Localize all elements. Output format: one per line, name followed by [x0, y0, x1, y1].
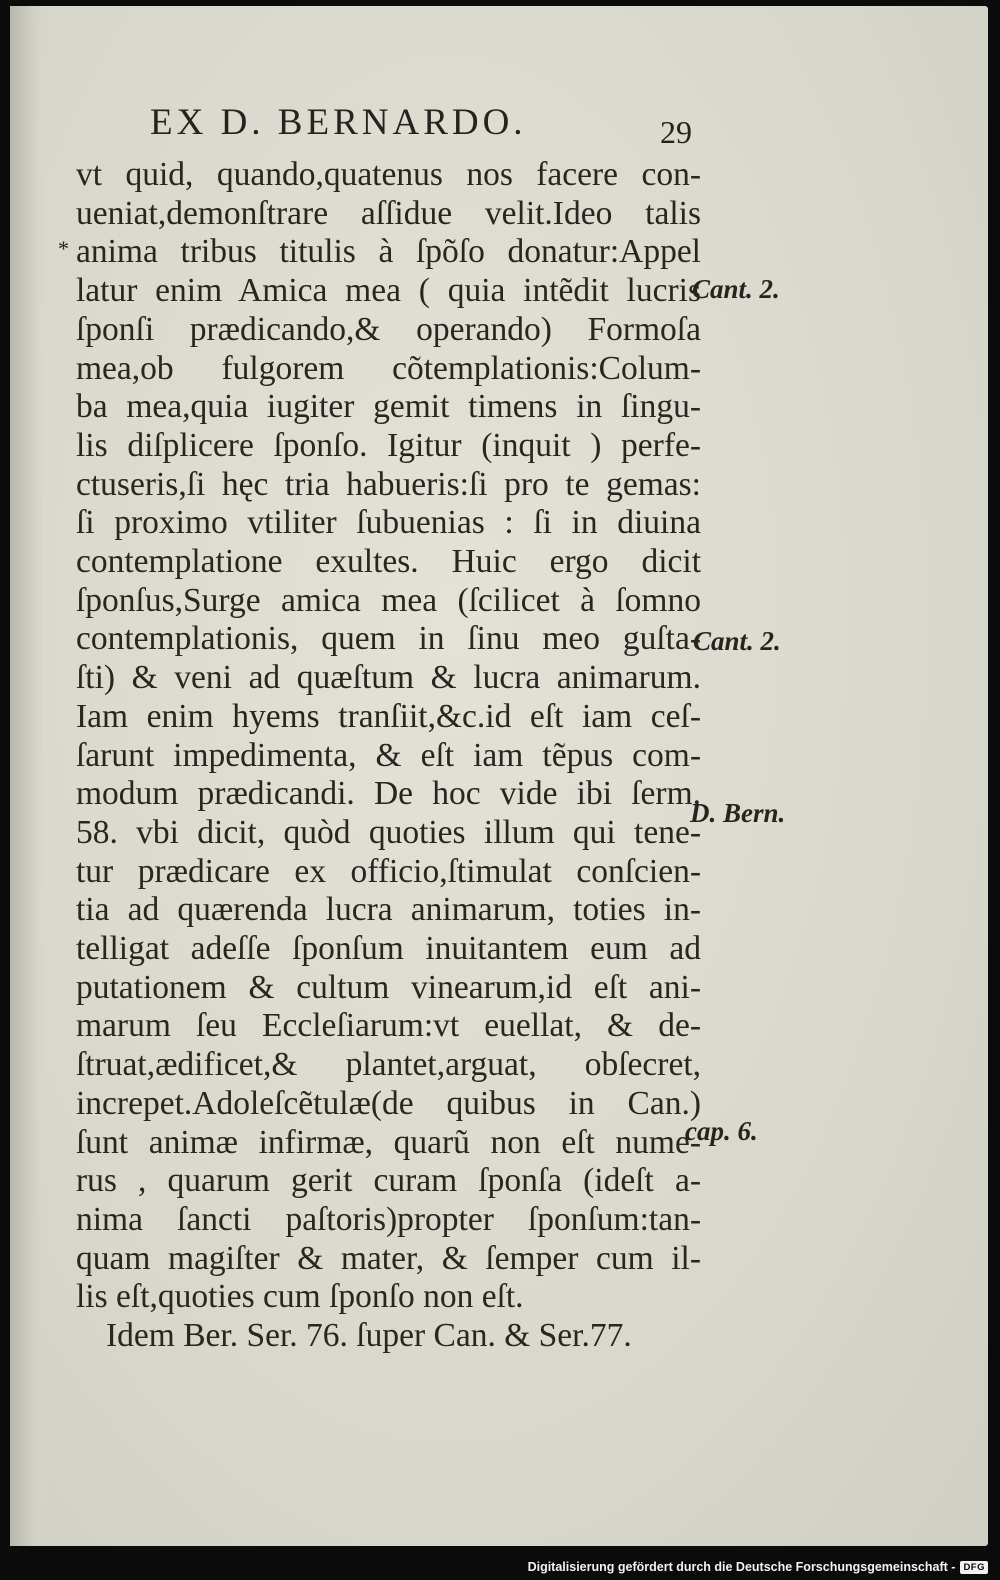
dfg-logo: DFG	[960, 1561, 988, 1574]
text-line: vt quid, quando,quatenus nos facere con-	[76, 156, 701, 193]
text-line: ſunt animæ infirmæ, quarũ non eſt nume-	[76, 1123, 701, 1161]
text-line: marum ſeu Eccleſiarum:vt euellat, & de-	[76, 1007, 701, 1045]
page-number: 29	[660, 114, 692, 150]
text-line: ctuseris,ſi hęc tria habueris:ſi pro te gemas:	[76, 465, 701, 503]
margin-note: Cant. 2.	[692, 274, 780, 304]
margin-note: Cant. 2.	[693, 626, 781, 656]
digitization-credit	[528, 1560, 988, 1574]
asterisk-mark: *	[58, 236, 69, 261]
margin-note: cap. 6.	[685, 1116, 758, 1146]
text-line: ſi proximo vtiliter ſubuenias : ſi in diuina	[76, 504, 701, 542]
text-line: Idem Ber. Ser. 76. ſuper Can. & Ser.77.	[106, 1317, 632, 1355]
text-line: contemplatione exultes. Huic ergo dicit	[76, 543, 701, 581]
text-line: lis diſplicere ſponſo. Igitur (inquit ) perfe-	[76, 426, 701, 464]
page-gutter-shadow	[10, 6, 44, 1546]
text-line: telligat adeſſe ſponſum inuitantem eum ad	[76, 930, 701, 968]
text-line: latur enim Amica mea ( quia intẽdit lucris	[76, 272, 701, 310]
text-line: Iam enim hyems tranſiit,&c.id eſt iam ceſ-	[76, 697, 701, 735]
text-line: nima ſancti paſtoris)propter ſponſum:tan-	[76, 1200, 701, 1238]
text-line: ſti) & veni ad quæſtum & lucra animarum.	[76, 659, 701, 697]
text-line: putationem & cultum vinearum,id eſt ani-	[76, 968, 701, 1006]
text-line: modum prædicandi. De hoc vide ibi ſerm.	[76, 775, 701, 813]
text-line: tia ad quærenda lucra animarum, toties in-	[76, 891, 701, 929]
text-line: ſponſus,Surge amica mea (ſcilicet à ſomno	[76, 581, 701, 619]
text-line: ſponſi prædicando,& operando) Formoſa	[76, 310, 701, 348]
running-head: EX D. BERNARDO.	[150, 102, 527, 143]
text-line: quam magiſter & mater, & ſemper cum il-	[76, 1239, 701, 1277]
text-line: ueniat,demonſtrare aſſidue velit.Ideo talis	[76, 194, 701, 232]
text-line: ſarunt impedimenta, & eſt iam tẽpus com-	[76, 736, 701, 774]
book-page	[10, 6, 988, 1546]
text-line: mea,ob fulgorem cõtemplationis:Colum-	[76, 349, 701, 387]
text-line: ſtruat,ædificet,& plantet,arguat, obſecret,	[76, 1046, 701, 1084]
text-line: tur prædicare ex officio,ſtimulat conſcien-	[76, 852, 701, 890]
margin-note: D. Bern.	[690, 798, 786, 828]
text-line: ba mea,quia iugiter gemit timens in ſingu-	[76, 388, 701, 426]
text-line: contemplationis, quem in ſinu meo guſta-	[76, 620, 701, 658]
text-line: 58. vbi dicit, quòd quoties illum qui tene-	[76, 813, 701, 851]
text-line: anima tribus titulis à ſpõſo donatur:Appel	[76, 233, 701, 271]
text-line: rus , quarum gerit curam ſponſa (ideſt a-	[76, 1162, 701, 1200]
body-text	[76, 156, 701, 1356]
text-line: increpet.Adoleſcẽtulæ(de quibus in Can.)	[76, 1084, 701, 1122]
text-line: lis eſt,quoties cum ſponſo non eſt.	[76, 1278, 524, 1316]
credit-text: Digitalisierung gefördert durch die Deutsche Forschungsgemeinschaft -	[527, 1560, 956, 1574]
